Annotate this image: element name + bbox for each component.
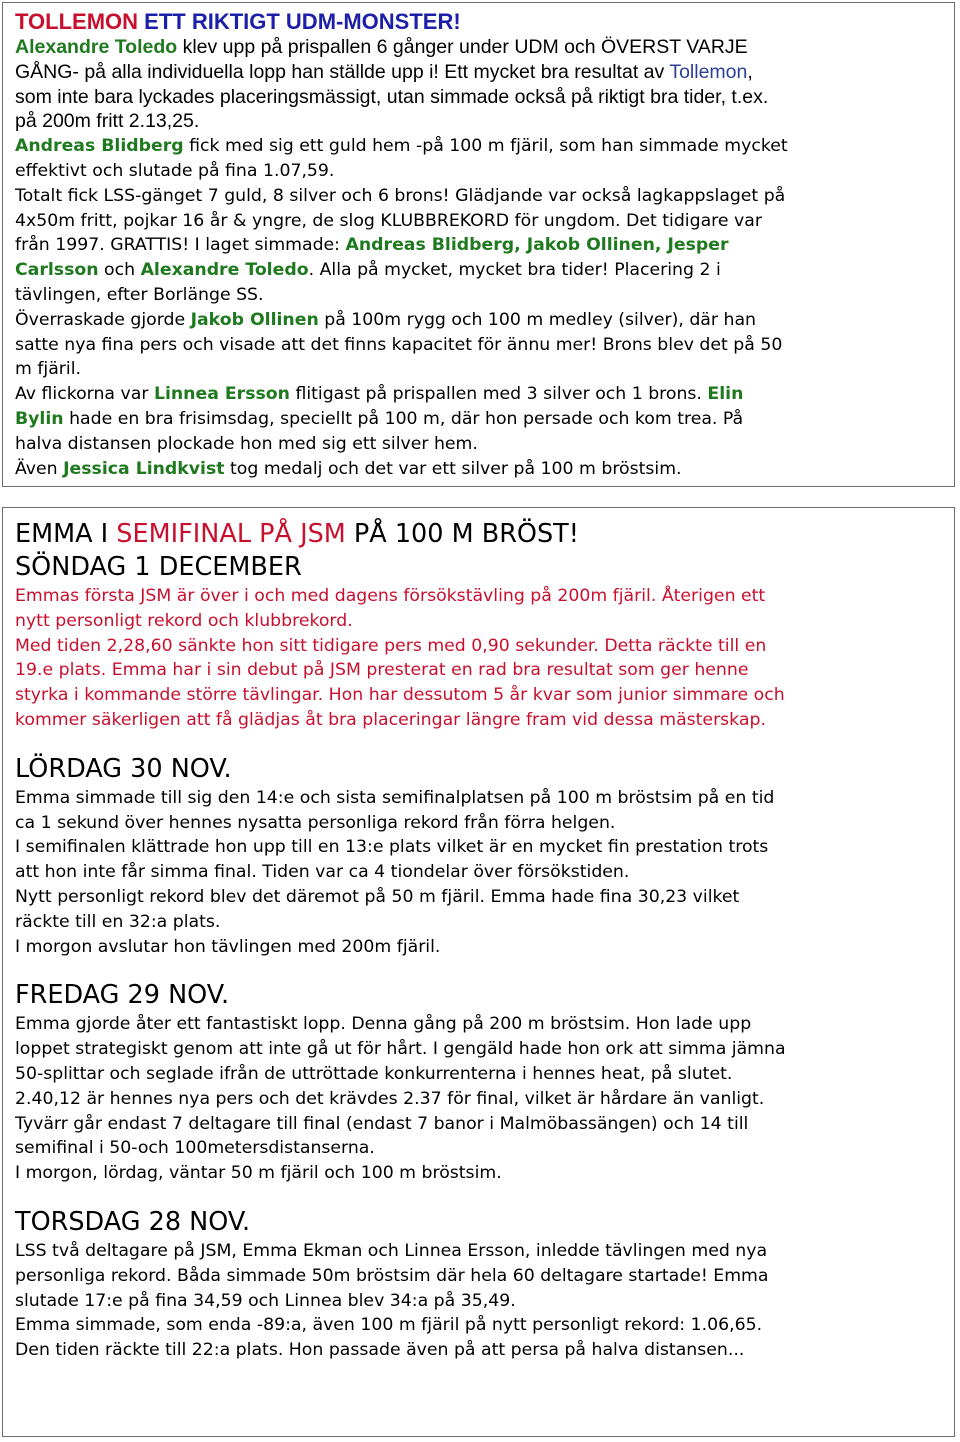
paragraph-line: Nytt personligt rekord blev det däremot på 50 m fjäril. Emma hade fina 30,23 vilket [15,886,740,907]
day-section [15,753,954,960]
text-run: halva distansen plockade hon med sig ett silver hem. [15,433,478,454]
paragraph-line [15,333,954,358]
headline-part: EMMA I [15,519,117,549]
name-highlight: Andreas Blidberg, Jakob Ollinen, Jesper [345,235,729,256]
paragraph-line: räckte till en 32:a plats. [15,911,221,932]
text-run: Av flickorna var [15,384,154,405]
name-highlight: Andreas Blidberg [15,136,184,157]
day-heading: SÖNDAG 1 DECEMBER [15,552,302,582]
day-section [15,979,954,1186]
paragraph-line: semifinal i 50-och 100metersdistanserna. [15,1138,375,1159]
paragraph-line: I morgon avslutar hon tävlingen med 200m fjäril. [15,936,441,957]
text-run: , [747,60,753,83]
text-run: effektivt och slutade på fina 1.07,59. [15,160,335,181]
paragraph-line: Den tiden räckte till 22:a plats. Hon passade även på att persa på halva distansen... [15,1340,745,1361]
paragraph-line [15,109,954,134]
day-heading: FREDAG 29 NOV. [15,980,230,1011]
paragraph-line: slutade 17:e på fina 34,59 och Linnea blev 34:a på 35,49. [15,1290,516,1311]
paragraph-line: 50-splittar och seglade ifrån de uttröttade konkurrenterna i hennes heat, på slutet. [15,1063,733,1084]
headline-part: SEMIFINAL PÅ JSM [116,519,346,549]
text-run: Totalt fick LSS-gänget 7 guld, 8 silver och 6 brons! Glädjande var också lagkappslaget på [15,185,786,206]
paragraph-line [15,35,954,60]
paragraph-line: styrka i kommande större tävlingar. Hon har dessutom 5 år kvar som junior simmare och [15,685,785,706]
paragraph-line [15,357,954,382]
name-highlight: Elin [707,384,744,405]
text-run: satte nya fina pers och visade att det finns kapacitet för ännu mer! Brons blev det på 50 [15,334,783,355]
paragraph-line [15,184,954,209]
name-highlight: Alexandre Toledo [140,260,309,281]
section-gap [15,733,954,753]
title-red-part: TOLLEMON [15,9,145,34]
paragraph-line [15,233,954,258]
paragraph-line: 2.40,12 är hennes nya pers och det krävdes 2.37 för final, vilket är hårdare än vanligt. [15,1088,765,1109]
day-section [15,1206,954,1363]
text-run: på 100m rygg och 100 m medley (silver), där han [318,309,756,330]
paragraph-line [15,85,954,110]
article-headline [15,518,954,551]
paragraph-line [15,258,954,283]
text-run: GÅNG- på alla individuella lopp han ställde upp i! Ett mycket bra resultat av [15,60,670,83]
article-body [15,35,954,481]
name-highlight: Linnea Ersson [153,384,290,405]
paragraph-line: I morgon, lördag, väntar 50 m fjäril och 100 m bröstsim. [15,1163,502,1184]
section-gap [15,1186,954,1206]
text-run: Överraskade gjorde [15,309,191,330]
section-gap [15,959,954,979]
paragraph-line: Emma gjorde åter ett fantastiskt lopp. Denna gång på 200 m bröstsim. Hon lade upp [15,1014,752,1035]
name-highlight: Bylin [15,408,64,429]
paragraph-line: 19.e plats. Emma har i sin debut på JSM presterat en rad bra resultat som ger henne [15,660,749,681]
text-run: tävlingen, efter Borlänge SS. [15,284,264,305]
paragraph-line: kommer säkerligen att få glädjas åt bra placeringar längre fram vid dessa mästerskap. [15,709,766,730]
paragraph-line: ca 1 sekund över hennes nysatta personliga rekord från förra helgen. [15,812,616,833]
paragraph-line [15,308,954,333]
name-highlight: Jessica Lindkvist [63,458,225,479]
paragraph-line: loppet strategiskt genom att inte gå ut för hårt. I gengäld hade hon ork att simma jämna [15,1039,786,1060]
day-section [15,551,954,733]
name-highlight: Jakob Ollinen [190,309,319,330]
text-run: Tollemon [669,60,748,83]
text-run: klev upp på prispallen 6 gånger under UDM och ÖVERST VARJE [177,36,748,58]
paragraph-line [15,283,954,308]
name-highlight: Carlsson [15,260,99,281]
paragraph-line [15,134,954,159]
text-run: fick med sig ett guld hem -på 100 m fjäril, som han simmade mycket [183,136,788,157]
paragraph-line [15,159,954,184]
text-run: och [98,260,141,281]
paragraph-line [15,209,954,234]
paragraph-line: nytt personligt rekord och klubbrekord. [15,610,353,631]
text-run: från 1997. GRATTIS! I laget simmade: [15,235,346,256]
paragraph-line: Tyvärr går endast 7 deltagare till final (endast 7 banor i Malmöbassängen) och 14 till [15,1113,749,1134]
paragraph-line: I semifinalen klättrade hon upp till en 13:e plats vilket är en mycket fin prestation trots [15,837,769,858]
paragraph-line [15,382,954,407]
paragraph-line: Med tiden 2,28,60 sänkte hon sitt tidigare pers med 0,90 sekunder. Detta räckte till en [15,635,767,656]
paragraph-line: personliga rekord. Båda simmade 50m bröstsim där hela 60 deltagare startade! Emma [15,1265,769,1286]
paragraph-line: att hon inte får simma final. Tiden var ca 4 tiondelar över försökstiden. [15,862,630,883]
text-run: Även [15,458,64,479]
text-run: på 200m fritt 2.13,25. [15,110,200,133]
paragraph-line: Emmas första JSM är över i och med dagens försökstävling på 200m fjäril. Återigen ett [15,586,766,606]
text-run: . Alla på mycket, mycket bra tider! Placering 2 i [308,260,721,281]
text-run: som inte bara lyckades placeringsmässigt, utan simmade också på riktigt bra tider, t.ex. [15,85,769,108]
text-run: 4x50m fritt, pojkar 16 år & yngre, de slog KLUBBREKORD för ungdom. Det tidigare var [15,210,762,231]
day-heading: TORSDAG 28 NOV. [15,1206,251,1237]
headline-part: PÅ 100 M BRÖST! [345,519,579,549]
paragraph-line [15,432,954,457]
name-highlight: Alexandre Toledo [15,36,178,58]
article-title [15,9,954,35]
paragraph-line: Emma simmade till sig den 14:e och sista semifinalplatsen på 100 m bröstsim på en tid [15,787,775,808]
paragraph-line: LSS två deltagare på JSM, Emma Ekman och Linnea Ersson, inledde tävlingen med nya [15,1240,768,1261]
paragraph-line: Emma simmade, som enda -89:a, även 100 m fjäril på nytt personligt rekord: 1.06,65. [15,1315,763,1336]
text-run: m fjäril. [15,359,82,380]
paragraph-line [15,457,954,482]
article-emma-jsm [2,507,955,1437]
text-run: tog medalj och det var ett silver på 100 m bröstsim. [224,458,682,479]
title-blue-part: ETT RIKTIGT UDM-MONSTER! [144,9,461,34]
text-run: flitigast på prispallen med 3 silver och 1 brons. [289,384,708,405]
text-run: hade en bra frisimsdag, speciellt på 100 m, där hon persade och kom trea. På [63,408,744,429]
paragraph-line [15,407,954,432]
article-sections [15,551,954,1363]
paragraph-line [15,60,954,85]
article-tollemon [2,2,955,487]
day-heading: LÖRDAG 30 NOV. [15,753,232,784]
